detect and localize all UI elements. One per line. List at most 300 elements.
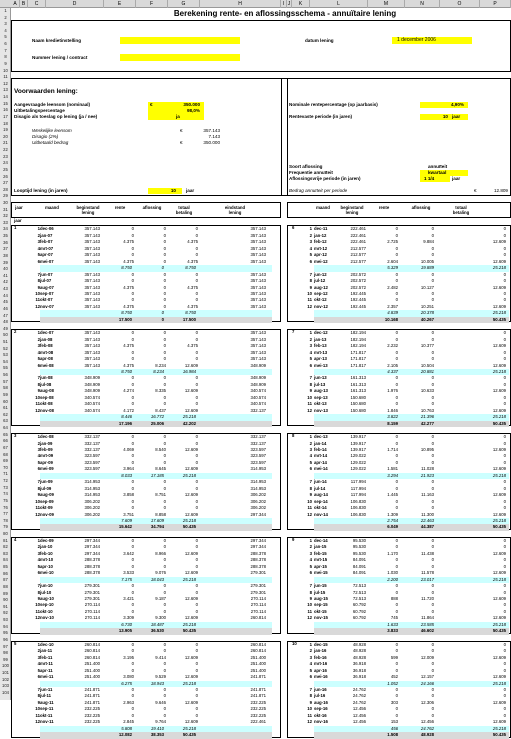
row-header[interactable]: 16 [3, 107, 8, 113]
month-label: aug-07 [40, 284, 54, 290]
total-cell: 6.049 [387, 524, 398, 530]
beginstand-cell: 202.572 [350, 284, 366, 290]
row-header[interactable]: 97 [3, 643, 8, 649]
row-header[interactable]: 10 [3, 67, 8, 73]
row-header[interactable]: 56 [3, 372, 8, 378]
subtotal-cell: 1.633 [387, 621, 398, 627]
beginstand-cell: 72.513 [352, 589, 366, 595]
row-header[interactable]: 53 [3, 352, 8, 358]
beginstand-cell: 288.378 [84, 570, 100, 576]
totaal-cell: 12.609 [184, 492, 198, 498]
row-header[interactable]: 24 [3, 160, 8, 166]
subtotal-cell: 6.730 [121, 621, 132, 627]
rentevaste-value: 10 [442, 114, 448, 119]
eindstand-cell: 357.143 [250, 252, 266, 258]
row-header[interactable]: 27 [3, 180, 8, 186]
beginstand-cell: 357.143 [84, 232, 100, 238]
beginstand-cell: 306.202 [84, 505, 100, 511]
row-header[interactable]: 72 [3, 478, 8, 484]
row-header[interactable]: 44 [3, 292, 8, 298]
row-header[interactable]: 92 [3, 610, 8, 616]
total-cell: 42.277 [420, 420, 434, 426]
row-header[interactable]: 26 [3, 173, 8, 179]
rente-cell: 0 [131, 401, 134, 407]
row-header[interactable]: 20 [3, 133, 8, 139]
row-header[interactable]: 49 [3, 325, 8, 331]
column-header-E[interactable]: E [104, 0, 136, 8]
totaal-cell: 12.609 [184, 511, 198, 517]
beginstand-cell: 357.143 [84, 239, 100, 245]
row-header[interactable]: 32 [3, 213, 8, 219]
row-header[interactable]: 9 [4, 60, 7, 66]
beginstand-cell: 129.022 [350, 466, 366, 472]
month-index: 12 [35, 407, 40, 413]
rente-cell: 0 [131, 375, 134, 381]
row-header[interactable]: 38 [3, 252, 8, 258]
row-header[interactable]: 5 [4, 34, 7, 40]
looptijd-label: Looptijd lening (in jaren) [14, 188, 68, 193]
rente-cell: 0 [395, 608, 398, 614]
month-label: nov-10 [40, 615, 54, 621]
totaal-cell: 0 [195, 336, 198, 342]
total-cell: 50.435 [492, 316, 506, 322]
month-label: apr-13 [314, 356, 327, 362]
row-header[interactable]: 63 [3, 418, 8, 424]
row-header[interactable]: 39 [3, 259, 8, 265]
beginstand-cell: 150.680 [350, 394, 366, 400]
row-header[interactable]: 73 [3, 484, 8, 490]
row-header[interactable]: 18 [3, 120, 8, 126]
month-index: 5 [309, 356, 312, 362]
eindstand-cell: 357.143 [250, 290, 266, 296]
totaal-cell: 0 [195, 544, 198, 550]
row-header[interactable]: 76 [3, 504, 8, 510]
row-header[interactable]: 36 [3, 239, 8, 245]
column-header-H[interactable]: H [200, 0, 281, 8]
month-label: mei-10 [40, 570, 54, 576]
month-label: okt-07 [40, 297, 53, 303]
month-label: aug-08 [40, 388, 54, 394]
month-label: nov-09 [40, 511, 54, 517]
rente-cell: 0 [395, 401, 398, 407]
row-header[interactable]: 86 [3, 570, 8, 576]
row-header[interactable]: 69 [3, 458, 8, 464]
row-header[interactable]: 33 [3, 219, 8, 225]
beginstand-cell: 297.344 [84, 537, 100, 543]
column-header-K[interactable]: K [292, 0, 310, 8]
aflossing-cell: 0 [431, 706, 434, 712]
beginstand-cell: 357.143 [84, 336, 100, 342]
aflossing-cell: 8.751 [155, 492, 166, 498]
month-index: 6 [37, 258, 40, 264]
subtotal-cell: 25.218 [492, 517, 506, 523]
month-index: 2 [37, 544, 40, 550]
totaal-cell: 0 [503, 381, 506, 387]
row-header[interactable]: 81 [3, 537, 8, 543]
row-header[interactable]: 83 [3, 550, 8, 556]
row-header[interactable]: 103 [2, 683, 9, 689]
rente-cell: 0 [131, 252, 134, 258]
row-header[interactable]: 51 [3, 339, 8, 344]
beginstand-cell: 84.091 [352, 563, 366, 569]
month-label: nov-07 [40, 303, 54, 309]
column-header-C[interactable]: C [28, 0, 46, 8]
row-header[interactable]: 7 [4, 47, 7, 53]
aflossing-cell: 0 [163, 706, 166, 712]
totaal-cell: 0 [503, 686, 506, 692]
month-index: 1 [309, 641, 312, 647]
subtotal-cell: 1.052 [387, 680, 398, 686]
row-header[interactable]: 64 [3, 425, 8, 431]
column-header-P[interactable]: P [480, 0, 511, 8]
eindstand-cell: 270.114 [250, 596, 266, 602]
rente-cell: 3.309 [123, 615, 134, 621]
aflossing-cell: 0 [163, 401, 166, 407]
aflossing-cell: 0 [163, 602, 166, 608]
month-label: dec-08 [40, 434, 54, 440]
aflossing-cell: 0 [431, 278, 434, 284]
subtotal-cell: 17.185 [150, 472, 164, 478]
frequentie-label: Frequentie annuïteit [289, 170, 333, 175]
rente-cell: 2.604 [387, 258, 398, 264]
row-header[interactable]: 75 [3, 497, 8, 503]
aflossing-cell: 0 [163, 537, 166, 543]
rente-cell: 0 [131, 641, 134, 647]
month-label: feb-13 [314, 343, 327, 349]
aflossing-cell: 0 [163, 648, 166, 654]
aflossing-cell: 0 [431, 459, 434, 465]
beginstand-cell: 357.143 [84, 297, 100, 303]
beginstand-cell: 260.814 [84, 654, 100, 660]
row-header[interactable]: 94 [3, 623, 8, 629]
beginstand-cell: 270.114 [84, 608, 100, 614]
row-header[interactable]: 88 [3, 583, 8, 589]
beginstand-cell: 357.143 [84, 362, 100, 368]
month-index: 4 [37, 557, 40, 563]
rente-cell: 0 [131, 297, 134, 303]
eindstand-cell: 279.301 [250, 570, 266, 576]
beginstand-cell: 182.194 [350, 336, 366, 342]
aflossing-cell: 0 [431, 661, 434, 667]
rente-cell: 0 [131, 485, 134, 491]
column-header-J[interactable]: J [287, 1, 291, 7]
row-header[interactable]: 102 [2, 676, 9, 682]
month-index: 11 [35, 297, 40, 303]
row-header[interactable]: 96 [3, 636, 8, 642]
totaal-cell: 12.609 [492, 654, 506, 660]
row-header[interactable]: 30 [3, 199, 8, 205]
totaal-cell: 0 [195, 434, 198, 440]
month-label: jul-09 [40, 485, 52, 491]
row-header[interactable]: 46 [3, 305, 8, 311]
row-header[interactable]: 101 [2, 670, 9, 675]
aflossing-cell: 0 [431, 712, 434, 718]
row-header[interactable]: 40 [3, 266, 8, 272]
rente-cell: 0 [131, 712, 134, 718]
row-header[interactable]: 28 [3, 186, 8, 192]
row-header[interactable]: 35 [3, 233, 8, 239]
month-label: jan-13 [314, 336, 327, 342]
row-header[interactable]: 11 [3, 74, 8, 80]
row-header[interactable]: 13 [3, 87, 8, 93]
row-header[interactable]: 65 [3, 431, 8, 437]
totaal-cell: 0 [195, 583, 198, 589]
row-header[interactable]: 66 [3, 438, 8, 444]
beginstand-cell: 202.572 [350, 271, 366, 277]
subtotal-cell: 25.218 [492, 680, 506, 686]
column-header-B[interactable]: B [20, 0, 28, 8]
row-header[interactable]: 17 [3, 113, 8, 119]
row-header[interactable]: 21 [3, 140, 8, 146]
subtotal-cell: 4.337 [387, 368, 398, 374]
row-header[interactable]: 91 [3, 603, 8, 609]
beginstand-cell: 270.114 [84, 602, 100, 608]
totaal-cell: 12.609 [492, 511, 506, 517]
aflossing-cell: 0 [431, 544, 434, 550]
totaal-cell: 0 [503, 661, 506, 667]
column-header-F[interactable]: F [136, 0, 168, 8]
month-label: sep-08 [40, 394, 54, 400]
row-header[interactable]: 47 [3, 312, 8, 318]
month-index: 3 [37, 654, 40, 660]
month-index: 6 [37, 674, 40, 680]
aflossing-cell: 0 [431, 667, 434, 673]
row-header[interactable]: 54 [3, 358, 8, 364]
month-index: 1 [37, 641, 40, 647]
row-header[interactable]: 77 [3, 511, 8, 517]
totaal-cell: 0 [195, 330, 198, 336]
row-header[interactable]: 42 [3, 279, 8, 285]
col-rente: rente [114, 205, 126, 210]
aflossing-cell: 8.540 [155, 447, 166, 453]
row-header[interactable]: 87 [3, 577, 8, 583]
rente-cell: 452 [390, 674, 398, 680]
disagio-pct-value: 7.143 [208, 134, 220, 139]
month-index: 7 [309, 686, 312, 692]
month-label: apr-11 [40, 667, 53, 673]
totaal-cell: 0 [503, 583, 506, 589]
month-label: mrt-16 [314, 661, 328, 667]
row-header[interactable]: 3 [4, 21, 7, 27]
month-label: apr-16 [314, 667, 327, 673]
rente-cell: 0 [395, 706, 398, 712]
row-header[interactable]: 62 [3, 411, 8, 417]
month-index: 9 [309, 699, 312, 705]
aflossing-cell: 8.234 [155, 362, 166, 368]
month-index: 2 [37, 648, 40, 654]
month-index: 12 [307, 511, 312, 517]
beginstand-cell: 36.918 [352, 667, 366, 673]
column-header-D[interactable]: D [46, 0, 104, 8]
beginstand-cell: 171.817 [350, 349, 366, 355]
month-index: 7 [37, 375, 40, 381]
rente-cell: 4.375 [123, 239, 134, 245]
row-header[interactable]: 78 [3, 517, 8, 523]
row-header[interactable]: 22 [3, 147, 8, 153]
totaal-cell: 12.609 [492, 239, 506, 245]
row-header[interactable]: 79 [3, 524, 8, 530]
rente-cell: 2.963 [123, 699, 134, 705]
beginstand-cell: 241.871 [84, 686, 100, 692]
eindstand-cell: 297.344 [250, 511, 266, 517]
row-header[interactable]: 85 [3, 564, 8, 570]
column-header-A[interactable]: A [11, 0, 20, 8]
row-header[interactable]: 98 [3, 650, 8, 656]
totaal-cell: 0 [195, 245, 198, 251]
aflossing-cell: 10.895 [420, 447, 434, 453]
row-header[interactable]: 45 [3, 299, 8, 305]
totaal-cell: 0 [195, 375, 198, 381]
totaal-cell: 12.609 [184, 719, 198, 725]
row-header[interactable]: 68 [3, 451, 8, 457]
aflossing-cell: 10.005 [420, 258, 434, 264]
totaal-cell: 0 [195, 271, 198, 277]
beginstand-cell: 117.994 [350, 485, 366, 491]
eindstand-cell: 270.114 [250, 602, 266, 608]
month-index: 12 [35, 719, 40, 725]
rente-cell: 745 [390, 615, 398, 621]
beginstand-cell: 251.400 [84, 661, 100, 667]
subtotal-cell: 23.585 [420, 621, 434, 627]
beginstand-cell: 48.928 [352, 641, 366, 647]
row-header[interactable]: 15 [3, 100, 8, 106]
row-header[interactable]: 57 [3, 378, 8, 384]
totaal-cell: 0 [503, 602, 506, 608]
eindstand-cell: 288.378 [250, 557, 266, 563]
row-header[interactable]: 25 [3, 166, 8, 172]
row-header[interactable]: 90 [3, 597, 8, 603]
row-header[interactable]: 4 [4, 27, 7, 33]
subtotal-cell: 3.822 [387, 414, 398, 420]
subtotal-cell: 24.166 [420, 680, 434, 686]
subtotal-cell: 18.943 [150, 680, 164, 686]
row-header[interactable]: 1 [4, 8, 7, 13]
month-index: 3 [309, 654, 312, 660]
rente-cell: 0 [131, 563, 134, 569]
column-header-O[interactable]: O [440, 0, 480, 8]
month-index: 9 [309, 284, 312, 290]
row-header[interactable]: 84 [3, 557, 8, 563]
totaal-cell: 0 [503, 232, 506, 238]
row-header[interactable]: 74 [3, 491, 8, 497]
month-label: jun-15 [314, 583, 327, 589]
row-header[interactable]: 58 [3, 385, 8, 391]
column-header-G[interactable]: G [168, 0, 200, 8]
row-header[interactable]: 71 [3, 471, 8, 477]
totaal-cell: 0 [503, 330, 506, 336]
row-header[interactable]: 104 [2, 689, 9, 695]
column-header-L[interactable]: L [310, 0, 368, 8]
month-index: 5 [309, 459, 312, 465]
rente-cell: 3.421 [123, 596, 134, 602]
aflossingsvrije-unit: jaar [452, 176, 461, 181]
aflossing-cell: 10.633 [420, 388, 434, 394]
row-header[interactable]: 19 [3, 127, 8, 133]
row-header[interactable]: 60 [3, 398, 8, 404]
aflossing-cell: 12.009 [420, 654, 434, 660]
jaar-label: jaar [14, 218, 22, 223]
aflossing-cell: 0 [163, 434, 166, 440]
beginstand-cell: 106.830 [350, 498, 366, 504]
eindstand-cell: 357.143 [250, 258, 266, 264]
column-header-M[interactable]: M [368, 0, 405, 8]
row-header[interactable]: 70 [3, 464, 8, 470]
totaal-cell: 0 [503, 440, 506, 446]
column-header-N[interactable]: N [405, 0, 440, 8]
row-header[interactable]: 93 [3, 617, 8, 623]
row-header[interactable]: 100 [2, 663, 9, 669]
row-header[interactable]: 8 [4, 54, 7, 60]
row-header[interactable]: 2 [4, 14, 7, 20]
eindstand-cell: 279.301 [250, 589, 266, 595]
rente-cell: 0 [395, 226, 398, 232]
row-header[interactable]: 52 [3, 345, 8, 351]
eindstand-cell: 357.143 [250, 271, 266, 277]
bedrag-label: Bedrag annuïteit per periode [289, 188, 348, 193]
row-header[interactable]: 61 [3, 405, 8, 411]
row-header[interactable]: 12 [3, 80, 8, 86]
row-header[interactable]: 29 [3, 193, 8, 199]
month-index: 9 [309, 388, 312, 394]
row-header[interactable]: 95 [3, 630, 8, 636]
month-label: mrt-08 [40, 349, 54, 355]
subtotal-cell: 25.218 [182, 517, 196, 523]
row-header[interactable]: 82 [3, 544, 8, 550]
total-cell: 38.353 [150, 732, 164, 738]
rente-cell: 1.714 [387, 447, 398, 453]
eindstand-cell: 270.114 [250, 608, 266, 614]
aflossing-cell: 0 [431, 557, 434, 563]
month-label: mrt-14 [314, 453, 328, 459]
row-header[interactable]: 59 [3, 391, 8, 397]
row-header[interactable]: 14 [3, 94, 8, 100]
aflossing-cell: 0 [431, 498, 434, 504]
row-header[interactable]: 6 [4, 41, 7, 47]
row-header[interactable]: 31 [3, 206, 8, 212]
row-header[interactable]: 41 [3, 272, 8, 278]
rente-cell: 0 [395, 712, 398, 718]
row-header[interactable]: 50 [3, 332, 8, 338]
beginstand-cell: 95.530 [352, 544, 366, 550]
aflossingsvrije-value: 1 1/4 [424, 176, 435, 181]
row-header[interactable]: 34 [3, 226, 8, 232]
subtotal-cell: 25.218 [182, 576, 196, 582]
beginstand-cell: 340.574 [84, 394, 100, 400]
totaal-cell: 12.609 [492, 303, 506, 309]
row-header[interactable]: 67 [3, 444, 8, 450]
beginstand-cell: 340.574 [84, 407, 100, 413]
beginstand-cell: 72.513 [352, 583, 366, 589]
subtotal-cell: 25.218 [492, 472, 506, 478]
month-label: aug-13 [314, 388, 328, 394]
disagio-pct-label: Disagio (2%) [32, 134, 59, 139]
row-header[interactable]: 48 [3, 319, 8, 325]
rente-cell: 0 [395, 661, 398, 667]
row-header[interactable]: 43 [3, 286, 8, 292]
rente-cell: 0 [131, 602, 134, 608]
row-header[interactable]: 89 [3, 590, 8, 596]
row-header[interactable]: 55 [3, 365, 8, 371]
row-header[interactable]: 80 [3, 530, 8, 536]
row-header[interactable]: 99 [3, 656, 8, 662]
rente-cell: 0 [395, 349, 398, 355]
row-header[interactable]: 37 [3, 246, 8, 252]
totaal-cell: 0 [195, 693, 198, 699]
column-header-I[interactable]: I [281, 0, 287, 8]
row-header[interactable]: 23 [3, 153, 8, 159]
aflossing-cell: 0 [163, 641, 166, 647]
subtotal-cell: 6.275 [121, 680, 132, 686]
